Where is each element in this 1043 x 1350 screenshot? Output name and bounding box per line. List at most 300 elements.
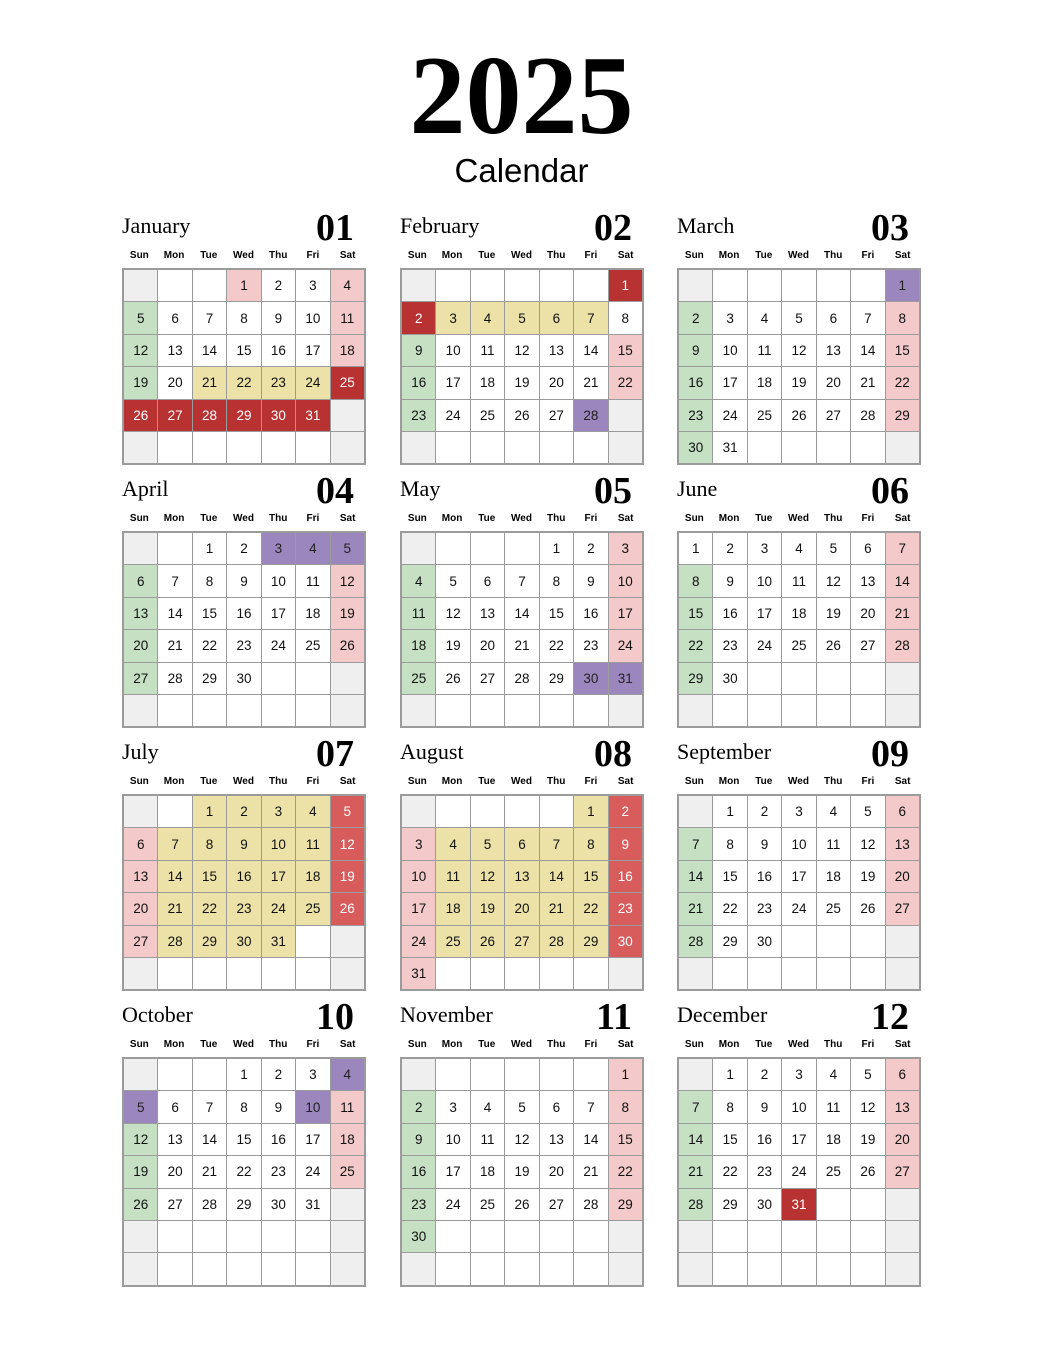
day-cell[interactable]: 23 — [402, 1189, 435, 1220]
day-cell[interactable]: 21 — [540, 893, 573, 924]
day-cell[interactable]: 17 — [436, 367, 469, 398]
day-cell[interactable]: 17 — [748, 598, 781, 629]
day-cell[interactable]: 3 — [262, 533, 295, 564]
day-cell[interactable]: 23 — [748, 893, 781, 924]
day-cell[interactable]: 28 — [851, 400, 884, 431]
day-cell[interactable]: 17 — [782, 861, 815, 892]
day-cell[interactable]: 24 — [782, 893, 815, 924]
day-cell[interactable]: 13 — [124, 598, 157, 629]
day-cell[interactable]: 23 — [713, 630, 746, 661]
day-cell[interactable]: 7 — [679, 1091, 712, 1122]
day-cell[interactable]: 17 — [782, 1124, 815, 1155]
day-cell[interactable]: 18 — [296, 861, 329, 892]
day-cell[interactable]: 14 — [158, 861, 191, 892]
day-cell[interactable]: 13 — [886, 1091, 919, 1122]
day-cell[interactable]: 10 — [782, 1091, 815, 1122]
day-cell[interactable]: 18 — [436, 893, 469, 924]
day-cell[interactable]: 15 — [713, 1124, 746, 1155]
day-cell[interactable]: 23 — [227, 893, 260, 924]
day-cell[interactable]: 12 — [851, 1091, 884, 1122]
day-cell[interactable]: 28 — [505, 663, 538, 694]
day-cell[interactable]: 18 — [748, 367, 781, 398]
day-cell[interactable]: 10 — [782, 828, 815, 859]
day-cell[interactable]: 31 — [713, 432, 746, 463]
day-cell[interactable]: 17 — [296, 1124, 329, 1155]
day-cell[interactable]: 27 — [505, 926, 538, 957]
day-cell[interactable]: 6 — [124, 828, 157, 859]
day-cell[interactable]: 18 — [471, 1156, 504, 1187]
day-cell[interactable]: 14 — [505, 598, 538, 629]
day-cell[interactable]: 27 — [471, 663, 504, 694]
day-cell[interactable]: 4 — [471, 1091, 504, 1122]
day-cell[interactable]: 26 — [782, 400, 815, 431]
day-cell[interactable]: 12 — [505, 335, 538, 366]
day-cell[interactable]: 30 — [227, 663, 260, 694]
day-cell[interactable]: 23 — [227, 630, 260, 661]
day-cell[interactable]: 21 — [574, 367, 607, 398]
day-cell[interactable]: 29 — [679, 663, 712, 694]
day-cell[interactable]: 24 — [748, 630, 781, 661]
day-cell[interactable]: 6 — [886, 1059, 919, 1090]
day-cell[interactable]: 5 — [331, 533, 364, 564]
day-cell[interactable]: 11 — [402, 598, 435, 629]
day-cell[interactable]: 14 — [574, 1124, 607, 1155]
day-cell[interactable]: 21 — [158, 893, 191, 924]
day-cell[interactable]: 9 — [748, 1091, 781, 1122]
day-cell[interactable]: 12 — [471, 861, 504, 892]
day-cell[interactable]: 9 — [227, 565, 260, 596]
day-cell[interactable]: 27 — [124, 663, 157, 694]
day-cell[interactable]: 27 — [886, 1156, 919, 1187]
day-cell[interactable]: 21 — [193, 1156, 226, 1187]
day-cell[interactable]: 10 — [436, 335, 469, 366]
day-cell[interactable]: 13 — [471, 598, 504, 629]
day-cell[interactable]: 15 — [886, 335, 919, 366]
day-cell[interactable]: 24 — [436, 1189, 469, 1220]
day-cell[interactable]: 18 — [402, 630, 435, 661]
day-cell[interactable]: 1 — [609, 270, 642, 301]
day-cell[interactable]: 29 — [540, 663, 573, 694]
day-cell[interactable]: 19 — [471, 893, 504, 924]
day-cell[interactable]: 7 — [158, 828, 191, 859]
day-cell[interactable]: 7 — [158, 565, 191, 596]
day-cell[interactable]: 9 — [227, 828, 260, 859]
day-cell[interactable]: 10 — [609, 565, 642, 596]
day-cell[interactable]: 10 — [262, 828, 295, 859]
day-cell[interactable]: 16 — [262, 1124, 295, 1155]
day-cell[interactable]: 16 — [748, 1124, 781, 1155]
day-cell[interactable]: 19 — [782, 367, 815, 398]
day-cell[interactable]: 2 — [262, 1059, 295, 1090]
day-cell[interactable]: 19 — [817, 598, 850, 629]
day-cell[interactable]: 29 — [193, 926, 226, 957]
day-cell[interactable]: 30 — [679, 432, 712, 463]
day-cell[interactable]: 7 — [851, 302, 884, 333]
day-cell[interactable]: 25 — [471, 400, 504, 431]
day-cell[interactable]: 27 — [886, 893, 919, 924]
day-cell[interactable]: 6 — [886, 796, 919, 827]
day-cell[interactable]: 25 — [402, 663, 435, 694]
day-cell[interactable]: 29 — [609, 1189, 642, 1220]
day-cell[interactable]: 23 — [262, 1156, 295, 1187]
day-cell[interactable]: 30 — [262, 400, 295, 431]
day-cell[interactable]: 6 — [540, 1091, 573, 1122]
day-cell[interactable]: 3 — [782, 796, 815, 827]
day-cell[interactable]: 3 — [609, 533, 642, 564]
day-cell[interactable]: 8 — [227, 1091, 260, 1122]
day-cell[interactable]: 14 — [158, 598, 191, 629]
day-cell[interactable]: 1 — [540, 533, 573, 564]
day-cell[interactable]: 12 — [331, 565, 364, 596]
day-cell[interactable]: 28 — [886, 630, 919, 661]
day-cell[interactable]: 22 — [227, 367, 260, 398]
day-cell[interactable]: 26 — [817, 630, 850, 661]
day-cell[interactable]: 10 — [748, 565, 781, 596]
day-cell[interactable]: 22 — [886, 367, 919, 398]
day-cell[interactable]: 24 — [402, 926, 435, 957]
day-cell[interactable]: 2 — [609, 796, 642, 827]
day-cell[interactable]: 2 — [713, 533, 746, 564]
day-cell[interactable]: 3 — [296, 1059, 329, 1090]
day-cell[interactable]: 28 — [679, 926, 712, 957]
day-cell[interactable]: 5 — [124, 1091, 157, 1122]
day-cell[interactable]: 21 — [193, 367, 226, 398]
day-cell[interactable]: 3 — [436, 302, 469, 333]
day-cell[interactable]: 2 — [402, 1091, 435, 1122]
day-cell[interactable]: 25 — [436, 926, 469, 957]
day-cell[interactable]: 24 — [782, 1156, 815, 1187]
day-cell[interactable]: 10 — [436, 1124, 469, 1155]
day-cell[interactable]: 26 — [471, 926, 504, 957]
day-cell[interactable]: 26 — [331, 893, 364, 924]
day-cell[interactable]: 15 — [227, 335, 260, 366]
day-cell[interactable]: 12 — [505, 1124, 538, 1155]
day-cell[interactable]: 15 — [679, 598, 712, 629]
day-cell[interactable]: 1 — [193, 796, 226, 827]
day-cell[interactable]: 31 — [402, 958, 435, 989]
day-cell[interactable]: 10 — [262, 565, 295, 596]
day-cell[interactable]: 5 — [851, 1059, 884, 1090]
day-cell[interactable]: 19 — [851, 861, 884, 892]
day-cell[interactable]: 8 — [679, 565, 712, 596]
day-cell[interactable]: 28 — [158, 926, 191, 957]
day-cell[interactable]: 2 — [227, 796, 260, 827]
day-cell[interactable]: 7 — [574, 1091, 607, 1122]
day-cell[interactable]: 4 — [296, 796, 329, 827]
day-cell[interactable]: 29 — [713, 926, 746, 957]
day-cell[interactable]: 14 — [540, 861, 573, 892]
day-cell[interactable]: 1 — [886, 270, 919, 301]
day-cell[interactable]: 18 — [782, 598, 815, 629]
day-cell[interactable]: 1 — [193, 533, 226, 564]
day-cell[interactable]: 8 — [227, 302, 260, 333]
day-cell[interactable]: 6 — [505, 828, 538, 859]
day-cell[interactable]: 15 — [574, 861, 607, 892]
day-cell[interactable]: 7 — [574, 302, 607, 333]
day-cell[interactable]: 30 — [748, 1189, 781, 1220]
day-cell[interactable]: 25 — [817, 893, 850, 924]
day-cell[interactable]: 20 — [851, 598, 884, 629]
day-cell[interactable]: 29 — [574, 926, 607, 957]
day-cell[interactable]: 23 — [679, 400, 712, 431]
day-cell[interactable]: 25 — [471, 1189, 504, 1220]
day-cell[interactable]: 2 — [748, 1059, 781, 1090]
day-cell[interactable]: 5 — [331, 796, 364, 827]
day-cell[interactable]: 18 — [817, 861, 850, 892]
day-cell[interactable]: 30 — [748, 926, 781, 957]
day-cell[interactable]: 16 — [227, 598, 260, 629]
day-cell[interactable]: 6 — [817, 302, 850, 333]
day-cell[interactable]: 25 — [817, 1156, 850, 1187]
day-cell[interactable]: 11 — [471, 335, 504, 366]
day-cell[interactable]: 17 — [262, 598, 295, 629]
day-cell[interactable]: 12 — [124, 335, 157, 366]
day-cell[interactable]: 21 — [886, 598, 919, 629]
day-cell[interactable]: 6 — [540, 302, 573, 333]
day-cell[interactable]: 8 — [193, 828, 226, 859]
day-cell[interactable]: 4 — [402, 565, 435, 596]
day-cell[interactable]: 5 — [436, 565, 469, 596]
day-cell[interactable]: 4 — [331, 1059, 364, 1090]
day-cell[interactable]: 6 — [158, 1091, 191, 1122]
day-cell[interactable]: 17 — [296, 335, 329, 366]
day-cell[interactable]: 11 — [331, 302, 364, 333]
day-cell[interactable]: 26 — [851, 1156, 884, 1187]
day-cell[interactable]: 4 — [782, 533, 815, 564]
day-cell[interactable]: 13 — [540, 335, 573, 366]
day-cell[interactable]: 23 — [402, 400, 435, 431]
day-cell[interactable]: 10 — [713, 335, 746, 366]
day-cell[interactable]: 20 — [817, 367, 850, 398]
day-cell[interactable]: 6 — [158, 302, 191, 333]
day-cell[interactable]: 31 — [296, 1189, 329, 1220]
day-cell[interactable]: 9 — [713, 565, 746, 596]
day-cell[interactable]: 20 — [505, 893, 538, 924]
day-cell[interactable]: 1 — [679, 533, 712, 564]
day-cell[interactable]: 2 — [402, 302, 435, 333]
day-cell[interactable]: 21 — [158, 630, 191, 661]
day-cell[interactable]: 16 — [227, 861, 260, 892]
day-cell[interactable]: 3 — [782, 1059, 815, 1090]
day-cell[interactable]: 15 — [227, 1124, 260, 1155]
day-cell[interactable]: 13 — [817, 335, 850, 366]
day-cell[interactable]: 24 — [609, 630, 642, 661]
day-cell[interactable]: 20 — [886, 861, 919, 892]
day-cell[interactable]: 30 — [574, 663, 607, 694]
day-cell[interactable]: 9 — [609, 828, 642, 859]
day-cell[interactable]: 29 — [227, 400, 260, 431]
day-cell[interactable]: 14 — [679, 861, 712, 892]
day-cell[interactable]: 18 — [331, 1124, 364, 1155]
day-cell[interactable]: 18 — [817, 1124, 850, 1155]
day-cell[interactable]: 25 — [782, 630, 815, 661]
day-cell[interactable]: 10 — [402, 861, 435, 892]
day-cell[interactable]: 8 — [193, 565, 226, 596]
day-cell[interactable]: 18 — [296, 598, 329, 629]
day-cell[interactable]: 21 — [851, 367, 884, 398]
day-cell[interactable]: 19 — [505, 367, 538, 398]
day-cell[interactable]: 18 — [331, 335, 364, 366]
day-cell[interactable]: 8 — [540, 565, 573, 596]
day-cell[interactable]: 2 — [227, 533, 260, 564]
day-cell[interactable]: 29 — [886, 400, 919, 431]
day-cell[interactable]: 27 — [124, 926, 157, 957]
day-cell[interactable]: 3 — [262, 796, 295, 827]
day-cell[interactable]: 4 — [331, 270, 364, 301]
day-cell[interactable]: 5 — [851, 796, 884, 827]
day-cell[interactable]: 20 — [158, 1156, 191, 1187]
day-cell[interactable]: 24 — [436, 400, 469, 431]
day-cell[interactable]: 23 — [262, 367, 295, 398]
day-cell[interactable]: 9 — [402, 335, 435, 366]
day-cell[interactable]: 4 — [817, 796, 850, 827]
day-cell[interactable]: 12 — [331, 828, 364, 859]
day-cell[interactable]: 1 — [227, 270, 260, 301]
day-cell[interactable]: 22 — [540, 630, 573, 661]
day-cell[interactable]: 27 — [540, 1189, 573, 1220]
day-cell[interactable]: 6 — [851, 533, 884, 564]
day-cell[interactable]: 22 — [609, 367, 642, 398]
day-cell[interactable]: 28 — [540, 926, 573, 957]
day-cell[interactable]: 19 — [505, 1156, 538, 1187]
day-cell[interactable]: 28 — [193, 400, 226, 431]
day-cell[interactable]: 17 — [262, 861, 295, 892]
day-cell[interactable]: 15 — [193, 861, 226, 892]
day-cell[interactable]: 16 — [574, 598, 607, 629]
day-cell[interactable]: 29 — [227, 1189, 260, 1220]
day-cell[interactable]: 19 — [331, 598, 364, 629]
day-cell[interactable]: 21 — [574, 1156, 607, 1187]
day-cell[interactable]: 1 — [574, 796, 607, 827]
day-cell[interactable]: 5 — [505, 1091, 538, 1122]
day-cell[interactable]: 22 — [609, 1156, 642, 1187]
day-cell[interactable]: 15 — [713, 861, 746, 892]
day-cell[interactable]: 11 — [296, 828, 329, 859]
day-cell[interactable]: 9 — [679, 335, 712, 366]
day-cell[interactable]: 4 — [817, 1059, 850, 1090]
day-cell[interactable]: 16 — [679, 367, 712, 398]
day-cell[interactable]: 13 — [505, 861, 538, 892]
day-cell[interactable]: 20 — [886, 1124, 919, 1155]
day-cell[interactable]: 31 — [782, 1189, 815, 1220]
day-cell[interactable]: 2 — [574, 533, 607, 564]
day-cell[interactable]: 25 — [331, 1156, 364, 1187]
day-cell[interactable]: 2 — [262, 270, 295, 301]
day-cell[interactable]: 4 — [296, 533, 329, 564]
day-cell[interactable]: 30 — [609, 926, 642, 957]
day-cell[interactable]: 12 — [851, 828, 884, 859]
day-cell[interactable]: 1 — [713, 796, 746, 827]
day-cell[interactable]: 7 — [505, 565, 538, 596]
day-cell[interactable]: 23 — [574, 630, 607, 661]
day-cell[interactable]: 29 — [193, 663, 226, 694]
day-cell[interactable]: 8 — [609, 1091, 642, 1122]
day-cell[interactable]: 27 — [158, 400, 191, 431]
day-cell[interactable]: 4 — [436, 828, 469, 859]
day-cell[interactable]: 3 — [402, 828, 435, 859]
day-cell[interactable]: 14 — [851, 335, 884, 366]
day-cell[interactable]: 5 — [782, 302, 815, 333]
day-cell[interactable]: 12 — [436, 598, 469, 629]
day-cell[interactable]: 28 — [574, 400, 607, 431]
day-cell[interactable]: 22 — [679, 630, 712, 661]
day-cell[interactable]: 9 — [262, 302, 295, 333]
day-cell[interactable]: 19 — [851, 1124, 884, 1155]
day-cell[interactable]: 8 — [886, 302, 919, 333]
day-cell[interactable]: 26 — [505, 1189, 538, 1220]
day-cell[interactable]: 9 — [402, 1124, 435, 1155]
day-cell[interactable]: 5 — [471, 828, 504, 859]
day-cell[interactable]: 26 — [331, 630, 364, 661]
day-cell[interactable]: 14 — [574, 335, 607, 366]
day-cell[interactable]: 8 — [713, 828, 746, 859]
day-cell[interactable]: 16 — [609, 861, 642, 892]
day-cell[interactable]: 9 — [574, 565, 607, 596]
day-cell[interactable]: 11 — [817, 828, 850, 859]
day-cell[interactable]: 22 — [713, 893, 746, 924]
day-cell[interactable]: 30 — [227, 926, 260, 957]
day-cell[interactable]: 13 — [886, 828, 919, 859]
day-cell[interactable]: 11 — [782, 565, 815, 596]
day-cell[interactable]: 3 — [296, 270, 329, 301]
day-cell[interactable]: 22 — [227, 1156, 260, 1187]
day-cell[interactable]: 24 — [262, 893, 295, 924]
day-cell[interactable]: 8 — [574, 828, 607, 859]
day-cell[interactable]: 11 — [331, 1091, 364, 1122]
day-cell[interactable]: 19 — [124, 367, 157, 398]
day-cell[interactable]: 27 — [817, 400, 850, 431]
day-cell[interactable]: 5 — [817, 533, 850, 564]
day-cell[interactable]: 7 — [193, 302, 226, 333]
day-cell[interactable]: 17 — [436, 1156, 469, 1187]
day-cell[interactable]: 11 — [748, 335, 781, 366]
day-cell[interactable]: 15 — [540, 598, 573, 629]
day-cell[interactable]: 2 — [748, 796, 781, 827]
day-cell[interactable]: 25 — [331, 367, 364, 398]
day-cell[interactable]: 19 — [124, 1156, 157, 1187]
day-cell[interactable]: 16 — [262, 335, 295, 366]
day-cell[interactable]: 4 — [748, 302, 781, 333]
day-cell[interactable]: 28 — [679, 1189, 712, 1220]
day-cell[interactable]: 22 — [713, 1156, 746, 1187]
day-cell[interactable]: 10 — [296, 302, 329, 333]
day-cell[interactable]: 24 — [296, 1156, 329, 1187]
day-cell[interactable]: 20 — [158, 367, 191, 398]
day-cell[interactable]: 19 — [436, 630, 469, 661]
day-cell[interactable]: 10 — [296, 1091, 329, 1122]
day-cell[interactable]: 11 — [436, 861, 469, 892]
day-cell[interactable]: 14 — [193, 335, 226, 366]
day-cell[interactable]: 29 — [713, 1189, 746, 1220]
day-cell[interactable]: 24 — [296, 367, 329, 398]
day-cell[interactable]: 4 — [471, 302, 504, 333]
day-cell[interactable]: 7 — [540, 828, 573, 859]
day-cell[interactable]: 11 — [817, 1091, 850, 1122]
day-cell[interactable]: 20 — [540, 1156, 573, 1187]
day-cell[interactable]: 24 — [262, 630, 295, 661]
day-cell[interactable]: 25 — [296, 893, 329, 924]
day-cell[interactable]: 31 — [609, 663, 642, 694]
day-cell[interactable]: 1 — [227, 1059, 260, 1090]
day-cell[interactable]: 14 — [193, 1124, 226, 1155]
day-cell[interactable]: 16 — [402, 367, 435, 398]
day-cell[interactable]: 13 — [158, 335, 191, 366]
day-cell[interactable]: 12 — [817, 565, 850, 596]
day-cell[interactable]: 8 — [609, 302, 642, 333]
day-cell[interactable]: 7 — [886, 533, 919, 564]
day-cell[interactable]: 27 — [540, 400, 573, 431]
day-cell[interactable]: 28 — [158, 663, 191, 694]
